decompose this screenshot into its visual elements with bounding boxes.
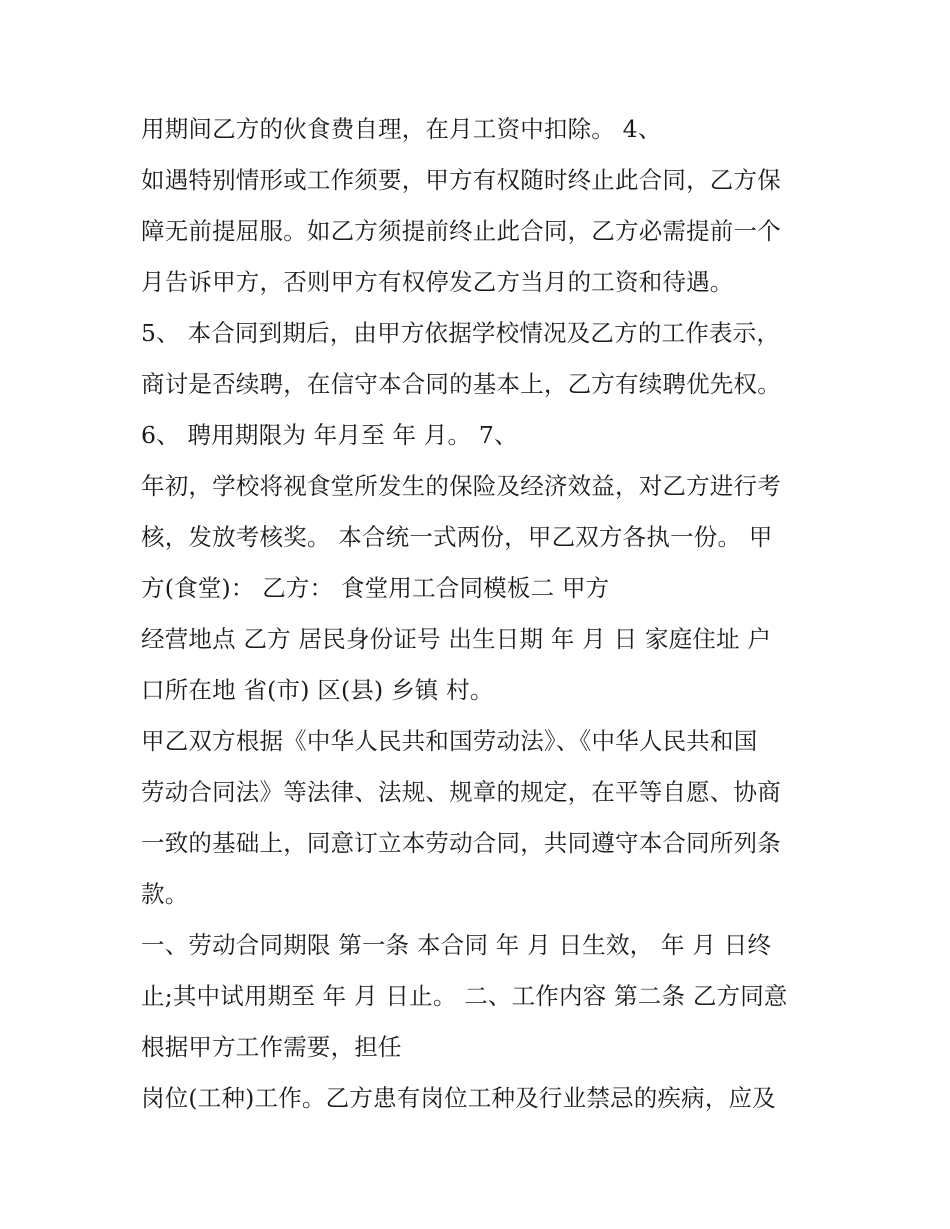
text-line-1: 用期间乙方的伙食费自理，在月工资中扣除。 4、 — [141, 115, 662, 143]
text-line-3: 障无前提屈服。如乙方须提前终止此合同，乙方必需提前一个 — [141, 217, 781, 245]
text-line-6: 商讨是否续聘，在信守本合同的基本上，乙方有续聘优先权。 — [141, 370, 781, 398]
text-line-10: 方(食堂)： 乙方： 食堂用工合同模板二 甲方 — [141, 574, 610, 602]
text-line-11: 经营地点 乙方 居民身份证号 出生日期 年 月 日 家庭住址 户 — [141, 625, 772, 653]
text-line-4: 月告诉甲方，否则甲方有权停发乙方当月的工资和待遇。 — [141, 268, 734, 296]
text-line-20: 岗位(工种)工作。乙方患有岗位工种及行业禁忌的疾病，应及 — [141, 1084, 776, 1112]
text-line-13: 甲乙双方根据《中华人民共和国劳动法》、《中华人民共和国 — [141, 727, 758, 755]
text-line-19: 根据甲方工作需要，担任 — [141, 1033, 402, 1061]
text-line-16: 款。 — [141, 880, 189, 908]
text-line-7: 6、 聘用期限为 年月至 年 月。 7、 — [141, 421, 518, 449]
text-line-18: 止;其中试用期至 年 月 日止。 二、工作内容 第二条 乙方同意 — [141, 982, 788, 1010]
document-body — [141, 108, 821, 1128]
text-line-2: 如遇特别情形或工作须要，甲方有权随时终止此合同，乙方保 — [141, 166, 781, 194]
text-line-12: 口所在地 省(市) 区(县) 乡镇 村。 — [141, 676, 494, 704]
text-line-17: 一、劳动合同期限 第一条 本合同 年 月 日生效， 年 月 日终 — [141, 931, 772, 959]
text-line-15: 一致的基础上，同意订立本劳动合同，共同遵守本合同所列条 — [141, 829, 781, 857]
text-line-5: 5、 本合同到期后，由甲方依据学校情况及乙方的工作表示， — [141, 319, 781, 347]
text-line-14: 劳动合同法》等法律、法规、规章的规定，在平等自愿、协商 — [141, 778, 781, 806]
text-line-9: 核，发放考核奖。 本合统一式两份，甲乙双方各执一份。 甲 — [141, 523, 773, 551]
text-line-8: 年初，学校将视食堂所发生的保险及经济效益，对乙方进行考 — [141, 472, 781, 500]
